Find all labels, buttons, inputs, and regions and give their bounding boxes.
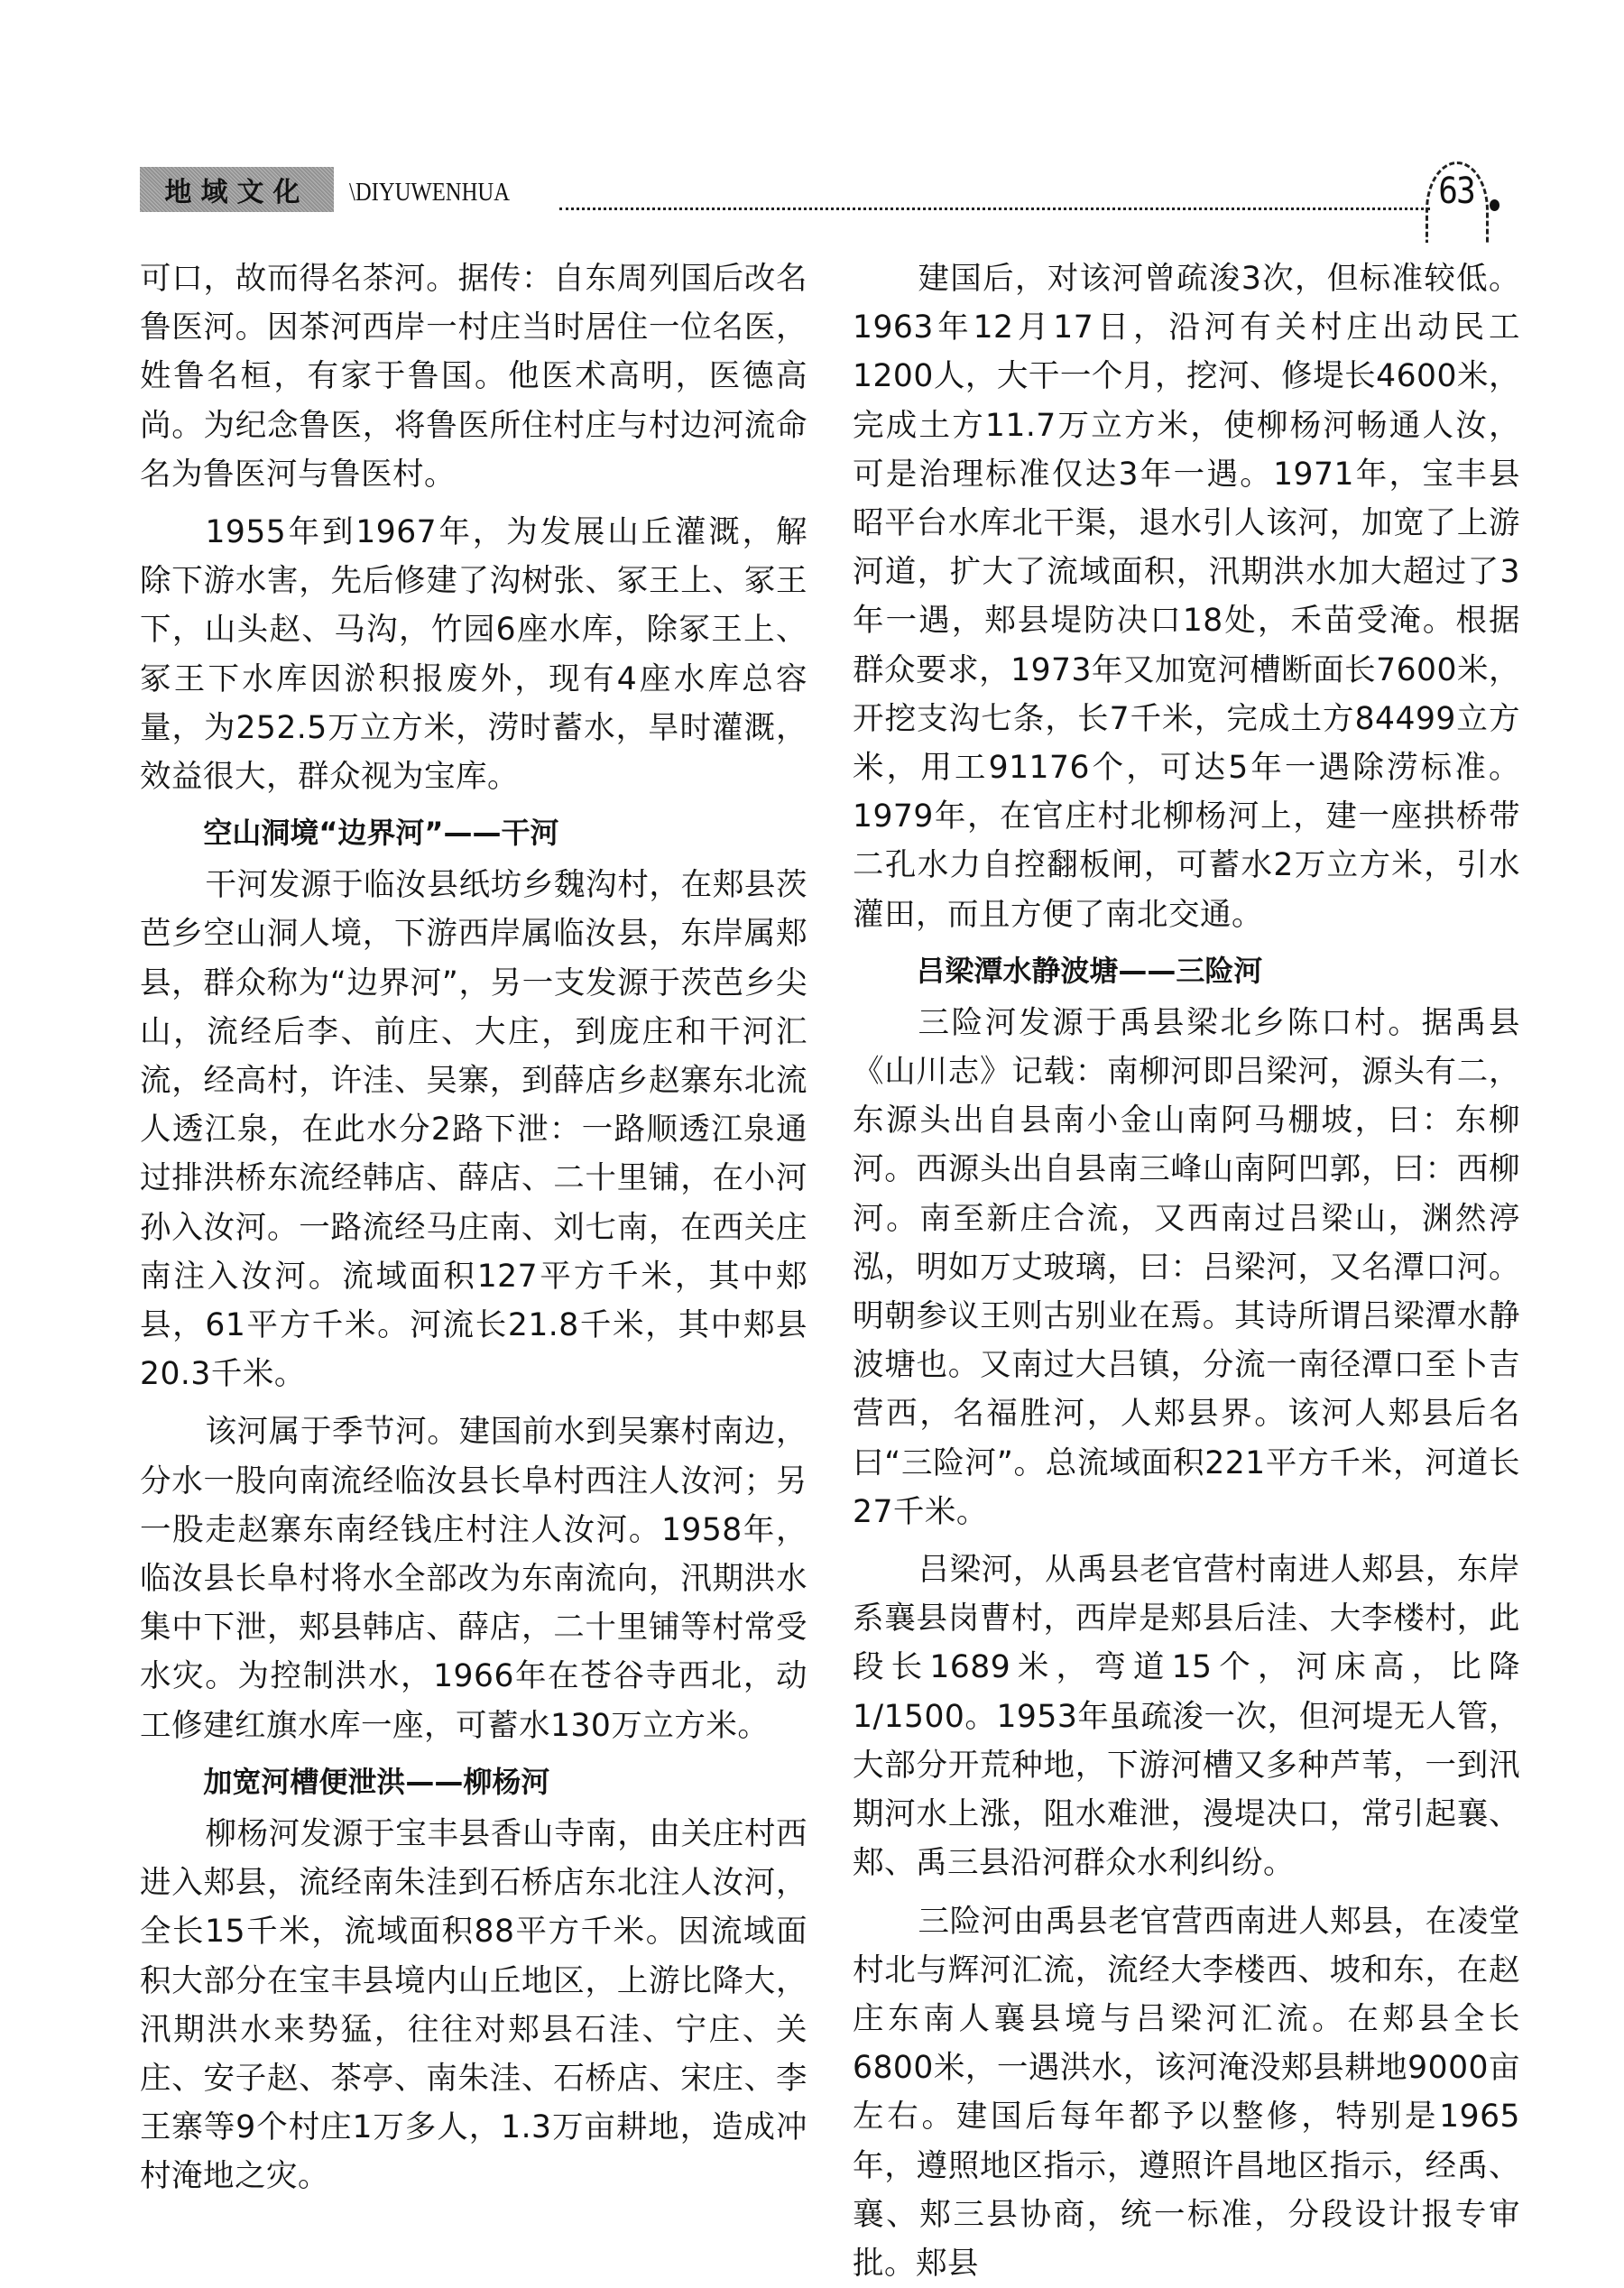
section-heading: 空山洞境“边界河”——干河 [140, 808, 807, 857]
paragraph: 三险河发源于禹县梁北乡陈口村。据禹县《山川志》记载：南柳河即吕梁河，源头有二，东源头出自县南小金山南阿马棚坡，曰：东柳河。西源头出自县南三峰山南阿凹郭，曰：西柳河。南至新庄合流，又西南过吕梁山，渊然渟泓，明如万丈玻璃，曰：吕梁河，又名潭口河。明朝参议王则古别业在焉。其诗所谓吕梁潭水静波塘也。又南过大吕镇，分流一南径潭口至卜吉营西，名福胜河，人郏县界。该河人郏县后名曰“三险河”。总流域面积221平方千米，河道长27千米。 [853, 999, 1520, 1536]
page-number-ornament [1424, 160, 1498, 216]
section-latin-title: \DIYUWENHUA [349, 178, 510, 208]
section-heading: 吕梁潭水静波塘——三险河 [853, 946, 1520, 995]
dot-icon [1490, 199, 1499, 211]
paragraph: 柳杨河发源于宝丰县香山寺南，由关庄村西进入郏县，流经南朱洼到石桥店东北注人汝河，全长15千米，流域面积88平方千米。因流域面积大部分在宝丰县境内山丘地区，上游比降大，汛期洪水来势猛，往往对郏县石洼、宁庄、关庄、安子赵、茶亭、南朱洼、石桥店、宋庄、李王寨等9个村庄1万多人，1.3万亩耕地，造成冲村淹地之灾。 [140, 1810, 807, 2201]
paragraph: 干河发源于临汝县纸坊乡魏沟村，在郏县茨芭乡空山洞人境，下游西岸属临汝县，东岸属郏县，群众称为“边界河”，另一支发源于茨芭乡尖山，流经后李、前庄、大庄，到庞庄和干河汇流，经高村，许洼、吴寨，到薛店乡赵寨东北流人透江泉，在此水分2路下泄：一路顺透江泉通过排洪桥东流经韩店、薛店、二十里铺，在小河孙入汝河。一路流经马庄南、刘七南，在西关庄南注入汝河。流域面积127平方千米，其中郏县，61平方千米。河流长21.8千米，其中郏县20.3千米。 [140, 861, 807, 1398]
paragraph: 三险河由禹县老官营西南进人郏县，在凌堂村北与辉河汇流，流经大李楼西、坡和东，在赵庄东南人襄县境与吕梁河汇流。在郏县全长6800米，一遇洪水，该河淹没郏县耕地9000亩左右。建国后每年都予以整修，特别是1965年，遵照地区指示，遵照许昌地区指示，经禹、襄、郏三县协商，统一标准，分段设计报专审批。郏县 [853, 1897, 1520, 2288]
paragraph: 建国后，对该河曾疏浚3次，但标准较低。1963年12月17日，沿河有关村庄出动民工1200人，大干一个月，挖河、修堤长4600米，完成土方11.7万立方米，使柳杨河畅通人汝，可是治理标准仅达3年一遇。1971年，宝丰县昭平台水库北干渠，退水引人该河，加宽了上游河道，扩大了流域面积，汛期洪水加大超过了3年一遇，郏县堤防决口18处，禾苗受淹。根据群众要求，1973年又加宽河槽断面长7600米，开挖支沟七条，长7千米，完成土方84499立方米，用工91176个，可达5年一遇除涝标准。1979年，在官庄村北柳杨河上，建一座拱桥带二孔水力自控翻板闸，可蓄水2万立方米，引水灌田，而且方便了南北交通。 [853, 254, 1520, 939]
paragraph: 1955年到1967年，为发展山丘灌溉，解除下游水害，先后修建了沟树张、冢王上、冢王下，山头赵、马沟，竹园6座水库，除冢王上、冢王下水库因淤积报废外，现有4座水库总容量，为252.5万立方米，涝时蓄水，旱时灌溉，效益很大，群众视为宝库。 [140, 508, 807, 801]
header-dotted-rule [559, 208, 1430, 210]
page-header [140, 167, 1534, 221]
page-number: 63 [1438, 172, 1474, 210]
left-column [140, 254, 807, 2201]
right-column [853, 254, 1520, 2288]
paragraph: 该河属于季节河。建国前水到吴寨村南边，分水一股向南流经临汝县长阜村西注人汝河；另一股走赵寨东南经钱庄村注人汝河。1958年，临汝县长阜村将水全部改为东南流向，汛期洪水集中下泄，郏县韩店、薛店，二十里铺等村常受水灾。为控制洪水，1966年在苍谷寺西北，动工修建红旗水库一座，可蓄水130万立方米。 [140, 1407, 807, 1749]
section-heading: 加宽河槽便泄洪——柳杨河 [140, 1758, 807, 1806]
paragraph: 可口，故而得名茶河。据传：自东周列国后改名鲁医河。因茶河西岸一村庄当时居住一位名医，姓鲁名桓，有家于鲁国。他医术高明，医德高尚。为纪念鲁医，将鲁医所住村庄与村边河流命名为鲁医河与鲁医村。 [140, 254, 807, 499]
paragraph: 吕梁河，从禹县老官营村南进人郏县，东岸系襄县岗曹村，西岸是郏县后洼、大李楼村，此段长1689米，弯道15个，河床高，比降1/1500。1953年虽疏浚一次，但河堤无人管，大部分开荒种地，下游河槽又多种芦苇，一到汛期河水上涨，阻水难泄，漫堤决口，常引起襄、郏、禹三县沿河群众水利纠纷。 [853, 1545, 1520, 1887]
section-badge: 地域文化 [140, 167, 334, 212]
